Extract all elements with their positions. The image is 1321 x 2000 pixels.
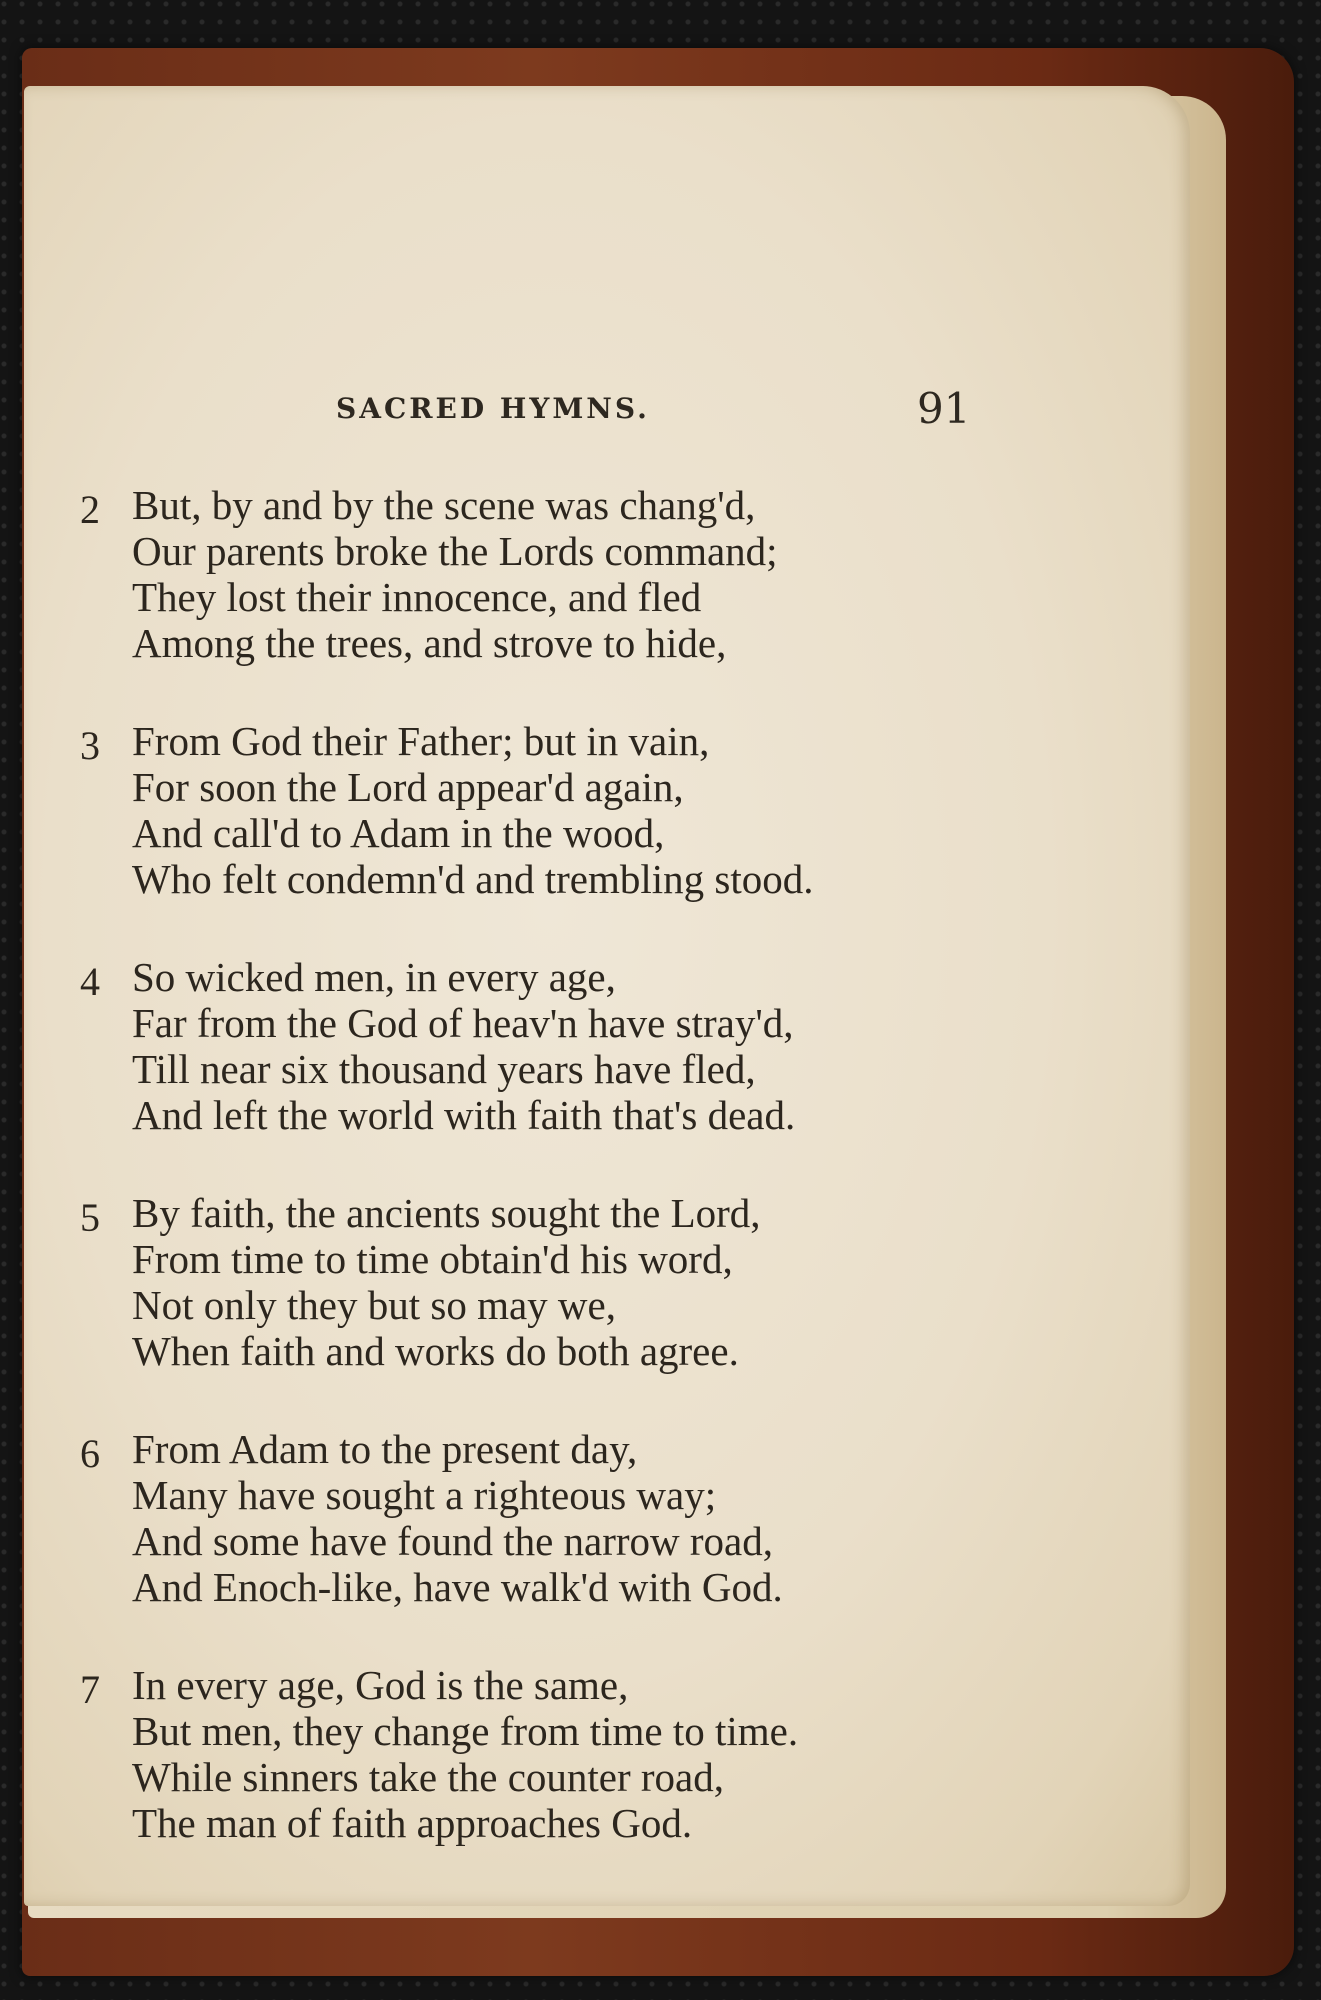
page-number: 91 — [917, 384, 971, 433]
verse-line: In every age, God is the same, — [132, 1662, 629, 1708]
verse-line: When faith and works do both agree. — [132, 1328, 739, 1374]
verse-number: 7 — [80, 1667, 100, 1712]
verse-number: 3 — [80, 723, 100, 768]
verse-line: They lost their innocence, and fled — [132, 574, 702, 620]
verse-line: The man of faith approaches God. — [132, 1800, 693, 1846]
verse-line: For soon the Lord appear'd again, — [132, 764, 684, 810]
verse-line: From time to time obtain'd his word, — [132, 1236, 733, 1282]
verse-line: Among the trees, and strove to hide, — [132, 620, 727, 666]
verse-line: Not only they but so may we, — [132, 1282, 616, 1328]
hymn-verses — [80, 482, 1040, 1898]
verse-line: Far from the God of heav'n have stray'd, — [132, 1000, 794, 1046]
verse-line: By faith, the ancients sought the Lord, — [132, 1190, 761, 1236]
verse-line: While sinners take the counter road, — [132, 1754, 724, 1800]
running-title: SACRED HYMNS. — [336, 392, 650, 425]
verse-line: Till near six thousand years have fled, — [132, 1046, 756, 1092]
verse-3 — [80, 718, 1040, 954]
verse-lines — [132, 1426, 783, 1610]
verse-number: 4 — [80, 959, 100, 1004]
verse-4 — [80, 954, 1040, 1190]
verse-6 — [80, 1426, 1040, 1662]
verse-lines — [132, 954, 795, 1138]
page-header — [24, 384, 1190, 444]
verse-line: From God their Father; but in vain, — [132, 718, 710, 764]
verse-line: Our parents broke the Lords command; — [132, 528, 778, 574]
verse-line: And Enoch-like, have walk'd with God. — [132, 1564, 783, 1610]
verse-7 — [80, 1662, 1040, 1898]
verse-lines — [132, 482, 778, 666]
verse-line: From Adam to the present day, — [132, 1426, 638, 1472]
verse-number: 5 — [80, 1195, 100, 1240]
verse-line: So wicked men, in every age, — [132, 954, 616, 1000]
verse-line: And some have found the narrow road, — [132, 1518, 774, 1564]
verse-line: Who felt condemn'd and trembling stood. — [132, 856, 814, 902]
verse-line: But men, they change from time to time. — [132, 1708, 799, 1754]
verse-5 — [80, 1190, 1040, 1426]
verse-2 — [80, 482, 1040, 718]
verse-line: But, by and by the scene was chang'd, — [132, 482, 756, 528]
verse-line: Many have sought a righteous way; — [132, 1472, 717, 1518]
verse-lines — [132, 1662, 798, 1846]
book-page — [24, 86, 1190, 1906]
verse-lines — [132, 1190, 761, 1374]
verse-line: And call'd to Adam in the wood, — [132, 810, 665, 856]
verse-line: And left the world with faith that's dead. — [132, 1092, 796, 1138]
verse-number: 6 — [80, 1431, 100, 1476]
verse-number: 2 — [80, 487, 100, 532]
verse-lines — [132, 718, 813, 902]
